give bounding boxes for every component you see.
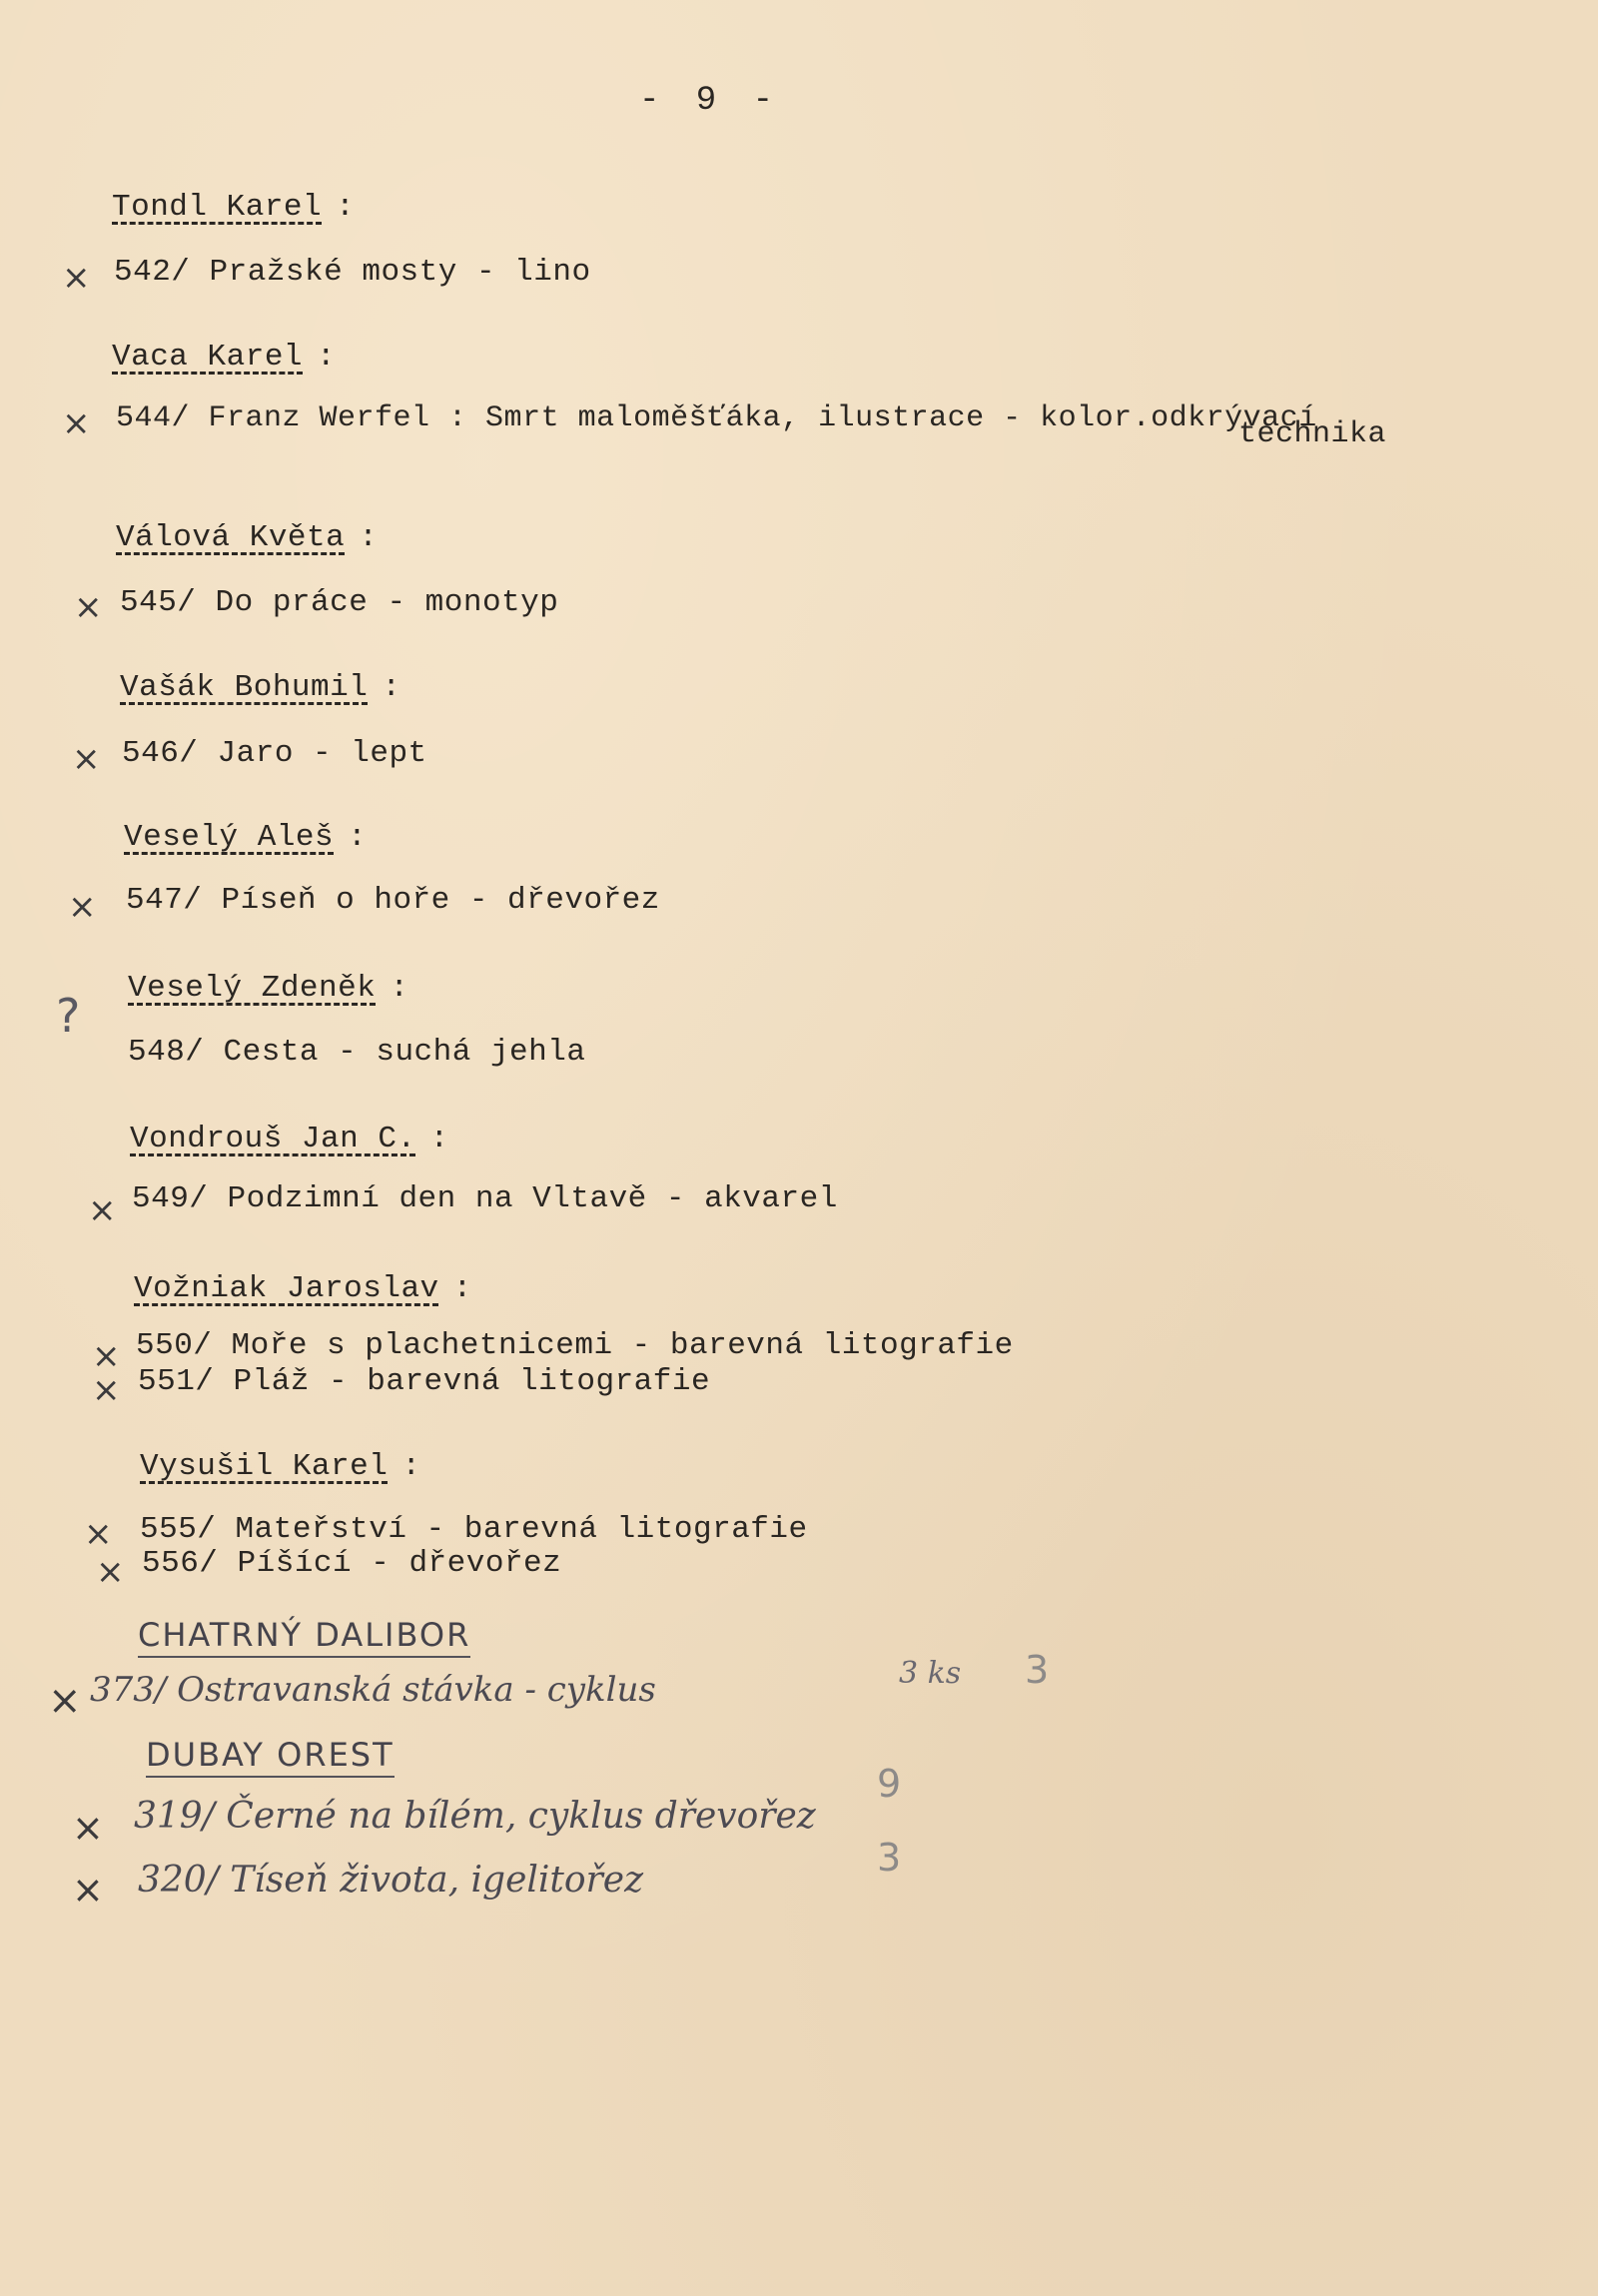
artist-name: Veselý Zdeněk: [128, 971, 377, 1006]
colon: :: [317, 340, 337, 375]
artist-name: Vondrouš Jan C.: [130, 1122, 416, 1156]
check-mark-icon: ×: [48, 1678, 82, 1724]
check-mark-icon: ×: [96, 1552, 125, 1592]
catalog-item: 556/ Píšící - dřevořez: [142, 1546, 562, 1581]
check-mark-icon: ×: [92, 1370, 121, 1410]
catalog-item: 542/ Pražské mosty - lino: [114, 255, 591, 290]
artist-name: Veselý Aleš: [124, 820, 335, 855]
handwritten-count: 3: [877, 1836, 902, 1880]
colon: :: [336, 190, 356, 225]
artist-name: Válová Květa: [116, 520, 346, 555]
handwritten-count: 9: [877, 1762, 902, 1806]
artist-heading: [120, 670, 400, 705]
artist-name: Vašák Bohumil: [120, 670, 369, 705]
colon: :: [348, 820, 368, 855]
check-mark-icon: ×: [72, 1806, 104, 1850]
handwritten-count: 3: [1025, 1648, 1050, 1692]
check-mark-icon: ×: [92, 1336, 121, 1376]
artist-name: Vysušil Karel: [140, 1449, 389, 1484]
colon: :: [359, 520, 379, 555]
catalog-item: 547/ Píseň o hoře - dřevořez: [126, 883, 660, 918]
check-mark-icon: ×: [68, 887, 97, 927]
handwritten-heading: CHATRNÝ DALIBOR: [138, 1616, 470, 1658]
catalog-item: 545/ Do práce - monotyp: [120, 585, 559, 620]
catalog-item: 549/ Podzimní den na Vltavě - akvarel: [132, 1181, 838, 1216]
artist-name: Tondl Karel: [112, 190, 323, 225]
artist-heading: [130, 1122, 449, 1156]
artist-heading: [124, 820, 367, 855]
handwritten-item: 320/ Tíseň života, igelitořez: [138, 1860, 644, 1901]
handwritten-heading: DUBAY OREST: [146, 1736, 395, 1778]
question-mark-icon: ?: [56, 989, 81, 1043]
handwritten-count-note: 3 ks: [899, 1656, 962, 1691]
artist-heading: [116, 520, 378, 555]
artist-heading: [128, 971, 408, 1006]
catalog-item: 546/ Jaro - lept: [122, 736, 427, 771]
artist-name: Vaca Karel: [112, 340, 304, 375]
catalog-item: 544/ Franz Werfel : Smrt maloměšťáka, ilustrace - kolor.odkrývací: [116, 401, 1317, 435]
artist-name: Vožniak Jaroslav: [134, 1271, 439, 1306]
check-mark-icon: ×: [62, 403, 91, 443]
page-number: - 9 -: [639, 82, 782, 120]
catalog-item: 551/ Pláž - barevná litografie: [138, 1364, 711, 1399]
colon: :: [401, 1449, 421, 1484]
artist-heading: [140, 1449, 420, 1484]
catalog-item: 555/ Mateřství - barevná litografie: [140, 1512, 808, 1547]
check-mark-icon: ×: [84, 1514, 113, 1554]
colon: :: [390, 971, 409, 1006]
check-mark-icon: ×: [72, 739, 101, 779]
catalog-item: 550/ Moře s plachetnicemi - barevná litografie: [136, 1328, 1014, 1363]
check-mark-icon: ×: [72, 1868, 104, 1912]
check-mark-icon: ×: [62, 258, 91, 298]
colon: :: [429, 1122, 449, 1156]
colon: :: [382, 670, 401, 705]
check-mark-icon: ×: [88, 1190, 117, 1230]
handwritten-item: 319/ Černé na bílém, cyklus dřevořez: [134, 1796, 816, 1837]
artist-heading: [112, 190, 355, 225]
colon: :: [452, 1271, 472, 1306]
handwritten-item: 373/ Ostravanská stávka - cyklus: [90, 1670, 656, 1710]
artist-heading: [134, 1271, 472, 1306]
artist-heading: [112, 340, 336, 375]
check-mark-icon: ×: [74, 587, 103, 627]
catalog-item: 548/ Cesta - suchá jehla: [128, 1035, 586, 1070]
catalog-item-continuation: technika: [1238, 417, 1387, 451]
